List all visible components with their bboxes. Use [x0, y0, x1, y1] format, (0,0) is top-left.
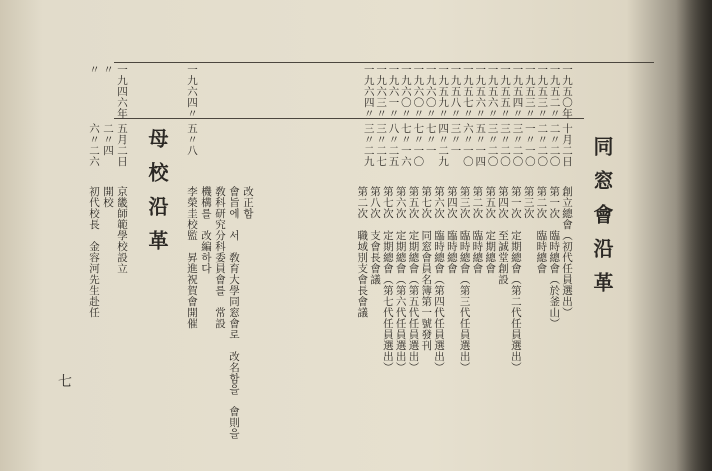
top-rule	[114, 62, 654, 63]
year-entry: 一九五九〃	[437, 64, 450, 119]
date-entry-1964: 五〃八	[186, 123, 198, 156]
school-history-title: 母校沿革	[145, 128, 169, 264]
event-entry: 第五次 定期總會（第五代任員選出）	[407, 186, 420, 373]
event-entry-1964-e: 改正함	[242, 186, 254, 219]
event-entry-1964-a: 李榮圭校監 昇進祝賀會開催	[186, 186, 198, 329]
event-entry: 第四次 臨時總會	[445, 186, 458, 274]
school-year-ditto-2: 〃	[88, 64, 100, 75]
date-entry: 八〃二五	[387, 123, 400, 167]
year-entry: 一九五四〃	[511, 64, 524, 119]
date-entry: 三〃二九	[362, 123, 375, 167]
event-entry: 第一次 定期總會（第二代任員選出）	[509, 186, 522, 373]
date-entry: 三〃二〇	[511, 123, 524, 167]
book-spine-shadow	[676, 0, 712, 471]
date-entry: 三〃二七	[375, 123, 388, 167]
event-entry: 第八次 支會長會議	[369, 186, 382, 285]
school-year-1946: 一九四六年	[116, 64, 128, 119]
year-entry-1964: 一九六四〃	[186, 64, 198, 119]
year-entry: 一九五三〃	[536, 64, 549, 119]
date-entry: 三〃二〇	[486, 123, 499, 167]
date-entry: 二〃二〇	[536, 123, 549, 167]
year-entry: 一九五三〃	[523, 64, 536, 119]
year-entry: 一九六〇〃	[424, 64, 437, 119]
event-entry-1964-b: 機構를 改編하다	[200, 186, 212, 274]
school-event-3: 初代校長 金容河先生赴任	[88, 186, 100, 318]
event-entry: 第二次 臨時總會	[471, 186, 484, 274]
event-entry: 第六次 臨時總會（第四代任員選出）	[433, 186, 446, 373]
year-entry: 一九六四〃	[362, 64, 375, 119]
school-event-1: 京畿師範學校設立	[116, 186, 128, 274]
school-date-2: 二〃四	[102, 123, 114, 156]
year-entry: 一九六〇〃	[399, 64, 412, 119]
event-entry: 創立總會（初代任員選出）	[561, 186, 573, 318]
alumni-year-list	[362, 64, 573, 120]
year-entry: 一九五二〃	[548, 64, 561, 119]
event-entry: 第七次 定期總會（第七代任員選出）	[381, 186, 394, 373]
date-entry: 七〃一〇	[412, 123, 425, 167]
event-entry: 第二次 職域別支會長會議	[356, 186, 369, 318]
date-entry: 六〃一〇	[461, 123, 474, 167]
year-entry: 一九五五〃	[499, 64, 512, 119]
date-entry: 三〃二〇	[499, 123, 512, 167]
school-year-ditto-1: 〃	[102, 64, 114, 75]
event-entry: 第七次 同窓會員名簿第一號發刊	[420, 186, 433, 351]
year-entry: 一九五八〃	[449, 64, 462, 119]
year-entry: 一九五〇年	[561, 64, 573, 119]
year-entry: 一九五七〃	[461, 64, 474, 119]
alumni-event-list	[322, 186, 572, 376]
event-entry: 第六次 定期總會（第六代任員選出）	[394, 186, 407, 373]
event-entry: 第二次 臨時總會	[535, 186, 548, 274]
event-entry: 第四次 至誠堂創設	[497, 186, 510, 285]
date-entry: 七〃一六	[399, 123, 412, 167]
date-entry: 四〃二九	[437, 123, 450, 167]
alumni-history-title: 同窓會沿革	[590, 136, 614, 306]
school-date-3: 六〃二六	[88, 123, 100, 167]
year-entry: 一九六一〃	[387, 64, 400, 119]
event-entry: 第三次 臨時總會（第三代任員選出）	[458, 186, 471, 373]
year-entry: 一九六〇〃	[412, 64, 425, 119]
school-event-2: 開校	[102, 186, 114, 208]
year-entry: 一九五六〃	[486, 64, 499, 119]
date-entry: 十月二日	[561, 123, 573, 167]
date-entry: 七〃一	[424, 123, 437, 156]
event-entry-1964-c: 敎科研究分科委員會를 常設	[214, 186, 226, 329]
date-entry: 五〃一四	[474, 123, 487, 167]
alumni-date-list	[362, 123, 573, 179]
school-date-1: 五月二日	[116, 123, 128, 167]
page-number: 七	[58, 374, 72, 390]
date-entry: 二〃二〇	[548, 123, 561, 167]
date-entry: 三〃一	[449, 123, 462, 156]
event-entry: 第三次	[522, 186, 535, 230]
date-entry: 一〃一〇	[523, 123, 536, 167]
event-entry: 第五次 定期總會	[484, 186, 497, 274]
event-entry-1964-d: 會旨에 서 敎育大學同窓會로 改名함을 會則을	[228, 186, 240, 439]
year-entry: 一九五六〃	[474, 64, 487, 119]
event-entry: 第一次 臨時總會（於釜山）	[548, 186, 561, 329]
year-entry: 一九六三〃	[375, 64, 388, 119]
